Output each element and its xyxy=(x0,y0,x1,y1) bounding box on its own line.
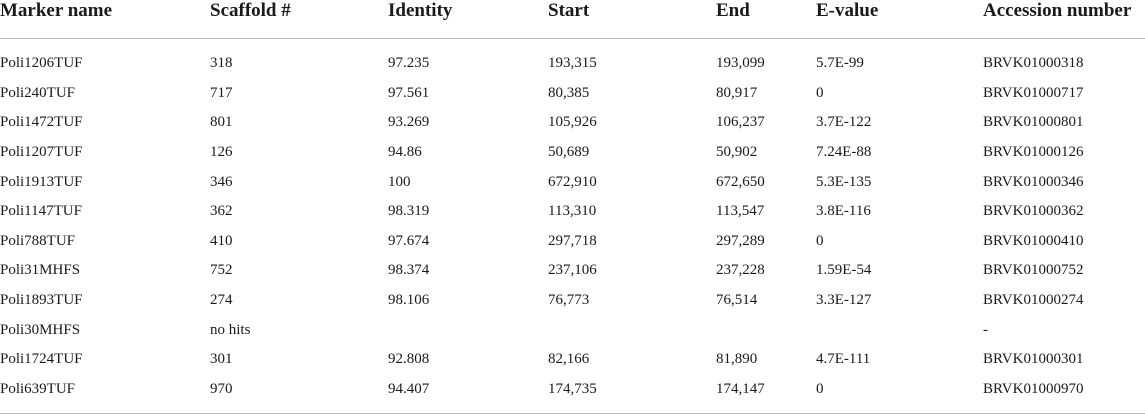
accession-number-cell: BRVK01000318 xyxy=(983,55,1084,72)
e-value-cell: 3.3E-127 xyxy=(816,292,872,309)
header-start: Start xyxy=(548,0,716,39)
e-value-cell: 0 xyxy=(816,232,824,249)
end-cell: 297,289 xyxy=(716,232,765,249)
start-cell: 76,773 xyxy=(548,292,590,309)
table-row xyxy=(0,49,1145,79)
identity-cell: 98.374 xyxy=(388,262,430,279)
scaffold-cell: 410 xyxy=(210,232,233,249)
table-row xyxy=(0,227,1145,257)
scaffold-cell: 362 xyxy=(210,203,233,220)
identity-cell: 93.269 xyxy=(388,114,430,131)
header-accession-number: Accession number xyxy=(983,0,1145,39)
identity-cell: 100 xyxy=(388,173,411,190)
accession-number-cell: BRVK01000362 xyxy=(983,203,1084,220)
marker-name-cell: Poli1207TUF xyxy=(0,144,83,161)
e-value-cell: 0 xyxy=(816,380,824,397)
accession-number-cell: BRVK01000301 xyxy=(983,351,1084,368)
e-value-cell: 7.24E-88 xyxy=(816,144,872,161)
identity-cell: 98.106 xyxy=(388,292,430,309)
table-row xyxy=(0,256,1145,286)
identity-cell: 97.561 xyxy=(388,84,430,101)
header-marker-name: Marker name xyxy=(0,0,210,39)
identity-cell: 98.319 xyxy=(388,203,430,220)
table-row xyxy=(0,108,1145,138)
header-row xyxy=(0,0,1145,39)
end-cell: 672,650 xyxy=(716,173,765,190)
marker-name-cell: Poli1893TUF xyxy=(0,292,83,309)
header-end: End xyxy=(716,0,816,39)
scaffold-cell: no hits xyxy=(210,321,251,338)
accession-number-cell: BRVK01000752 xyxy=(983,262,1084,279)
e-value-cell: 3.7E-122 xyxy=(816,114,872,131)
start-cell: 174,735 xyxy=(548,380,597,397)
end-cell: 80,917 xyxy=(716,84,758,101)
marker-name-cell: Poli639TUF xyxy=(0,380,76,397)
e-value-cell: 4.7E-111 xyxy=(816,351,871,368)
identity-cell: 94.86 xyxy=(388,144,422,161)
accession-number-cell: - xyxy=(983,321,988,338)
end-cell: 106,237 xyxy=(716,114,765,131)
identity-cell: 92.808 xyxy=(388,351,430,368)
accession-number-cell: BRVK01000274 xyxy=(983,292,1084,309)
end-cell: 193,099 xyxy=(716,55,765,72)
end-cell xyxy=(716,315,816,345)
end-cell: 113,547 xyxy=(716,203,765,220)
end-cell: 237,228 xyxy=(716,262,765,279)
start-cell: 50,689 xyxy=(548,144,590,161)
scaffold-cell: 717 xyxy=(210,84,233,101)
scaffold-cell: 752 xyxy=(210,262,233,279)
table-row xyxy=(0,375,1145,405)
e-value-cell: 5.3E-135 xyxy=(816,173,872,190)
scaffold-cell: 970 xyxy=(210,380,233,397)
identity-cell: 94.407 xyxy=(388,380,430,397)
start-cell: 237,106 xyxy=(548,262,597,279)
table-row xyxy=(0,138,1145,168)
scaffold-cell: 346 xyxy=(210,173,233,190)
identity-cell xyxy=(388,315,548,345)
accession-number-cell: BRVK01000801 xyxy=(983,114,1084,131)
start-cell: 193,315 xyxy=(548,55,597,72)
marker-name-cell: Poli1913TUF xyxy=(0,173,83,190)
table-row xyxy=(0,79,1145,109)
marker-name-cell: Poli788TUF xyxy=(0,232,76,249)
marker-name-cell: Poli1147TUF xyxy=(0,203,82,220)
start-cell: 297,718 xyxy=(548,232,597,249)
e-value-cell: 0 xyxy=(816,84,824,101)
marker-name-cell: Poli1724TUF xyxy=(0,351,83,368)
marker-name-cell: Poli240TUF xyxy=(0,84,76,101)
e-value-cell: 3.8E-116 xyxy=(816,203,871,220)
table-row xyxy=(0,197,1145,227)
bottom-rule xyxy=(0,413,1145,414)
accession-number-cell: BRVK01000970 xyxy=(983,380,1084,397)
scaffold-cell: 301 xyxy=(210,351,233,368)
e-value-cell: 5.7E-99 xyxy=(816,55,864,72)
marker-name-cell: Poli1206TUF xyxy=(0,55,83,72)
end-cell: 50,902 xyxy=(716,144,758,161)
table-row xyxy=(0,345,1145,375)
end-cell: 76,514 xyxy=(716,292,758,309)
identity-cell: 97.674 xyxy=(388,232,430,249)
start-cell: 672,910 xyxy=(548,173,597,190)
accession-number-cell: BRVK01000346 xyxy=(983,173,1084,190)
marker-name-cell: Poli30MHFS xyxy=(0,321,81,338)
e-value-cell xyxy=(816,315,983,345)
table-header xyxy=(0,0,1145,49)
scaffold-cell: 126 xyxy=(210,144,233,161)
e-value-cell: 1.59E-54 xyxy=(816,262,872,279)
header-scaffold: Scaffold # xyxy=(210,0,388,39)
identity-cell: 97.235 xyxy=(388,55,430,72)
start-cell: 82,166 xyxy=(548,351,590,368)
start-cell: 113,310 xyxy=(548,203,597,220)
scaffold-cell: 801 xyxy=(210,114,233,131)
start-cell: 80,385 xyxy=(548,84,590,101)
scaffold-cell: 318 xyxy=(210,55,233,72)
table-row xyxy=(0,286,1145,316)
table-row xyxy=(0,167,1145,197)
start-cell xyxy=(548,315,716,345)
table-row xyxy=(0,315,1145,345)
end-cell: 174,147 xyxy=(716,380,765,397)
start-cell: 105,926 xyxy=(548,114,597,131)
accession-number-cell: BRVK01000410 xyxy=(983,232,1084,249)
header-identity: Identity xyxy=(388,0,548,39)
scaffold-cell: 274 xyxy=(210,292,233,309)
accession-number-cell: BRVK01000717 xyxy=(983,84,1084,101)
marker-name-cell: Poli31MHFS xyxy=(0,262,81,279)
marker-name-cell: Poli1472TUF xyxy=(0,114,83,131)
end-cell: 81,890 xyxy=(716,351,758,368)
accession-number-cell: BRVK01000126 xyxy=(983,144,1084,161)
table-body xyxy=(0,49,1145,404)
header-e-value: E-value xyxy=(816,0,983,39)
